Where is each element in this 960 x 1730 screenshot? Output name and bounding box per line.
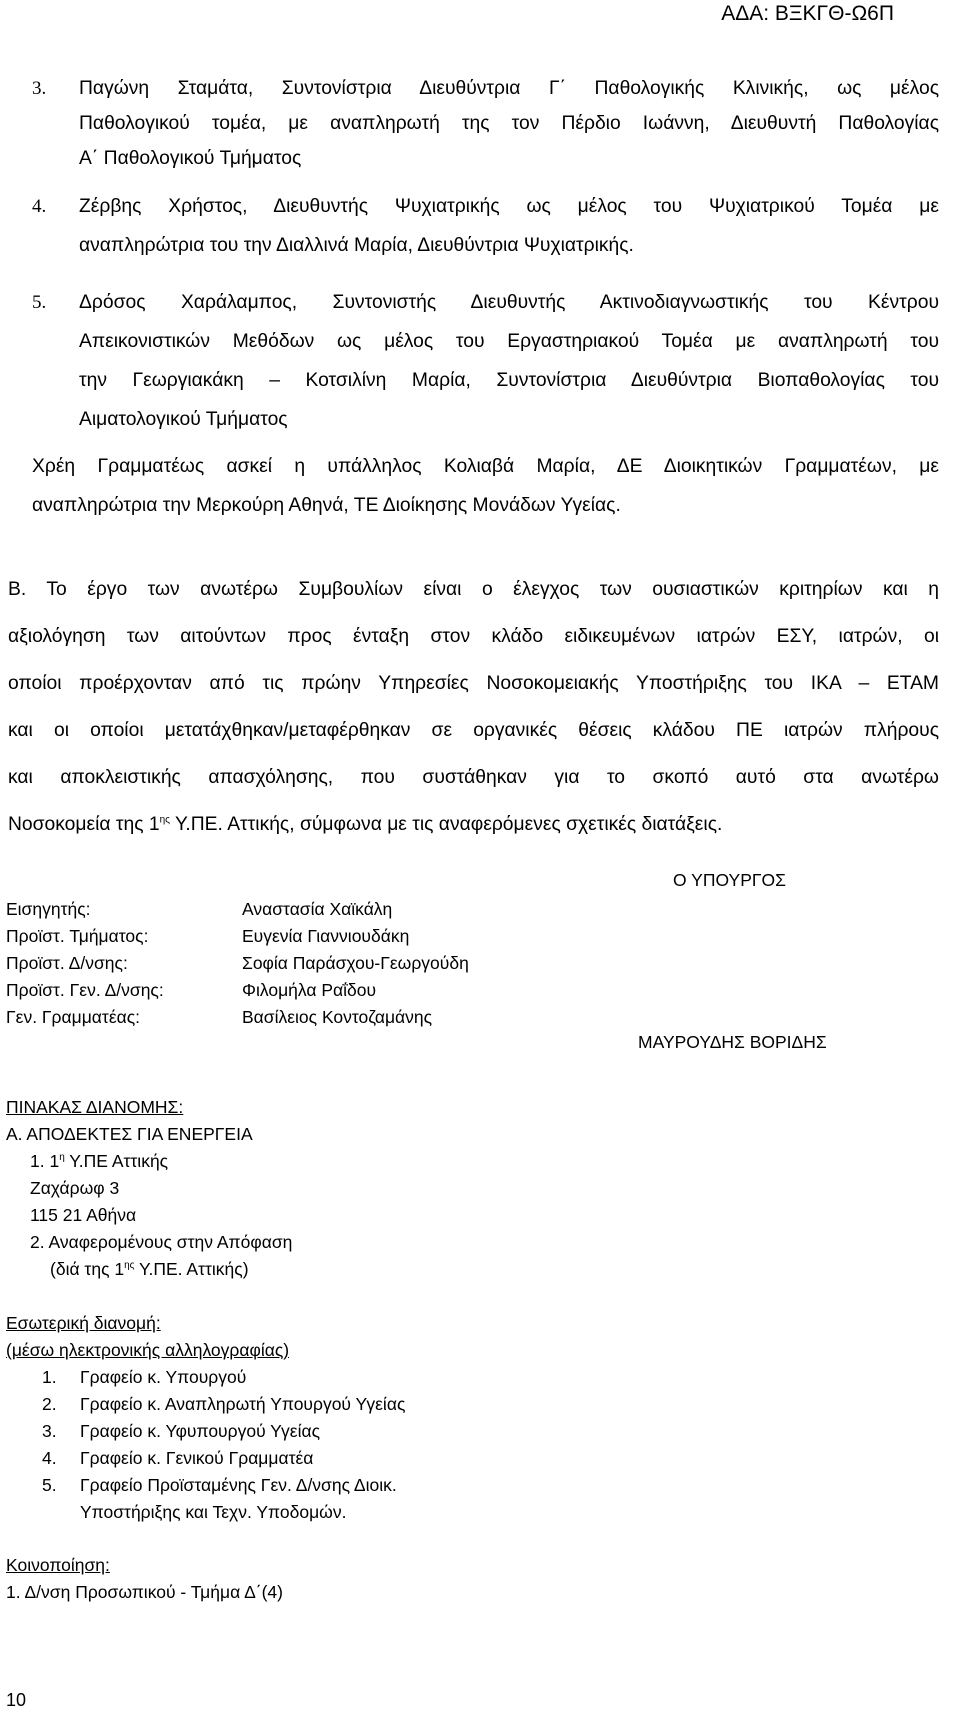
secretary-line-1: Χρέη Γραμματέως ασκεί η υπάλληλος Κολιαβά Μαρία, ΔΕ Διοικητικών Γραμματέων, με	[32, 456, 939, 477]
section-b-line-1: Β. Το έργο των ανωτέρω Συμβουλίων είναι ο έλεγχος των ουσιαστικών κριτηρίων και η	[8, 579, 939, 600]
list-number: 3.	[32, 78, 47, 99]
internal-recipient: Γραφείο Προϊσταμένης Γεν. Δ/νσης Διοικ.	[80, 1475, 397, 1495]
internal-recipient: Γραφείο κ. Γενικού Γραμματέα	[80, 1448, 314, 1468]
recipient-1: 1. $1^\eta$ Υ.ΠΕ Αττικής	[30, 1151, 169, 1171]
section-b-line-4: και οι οποίοι μετατάχθηκαν/μεταφέρθηκαν σε οργανικές θέσεις κλάδου ΠΕ ιατρών πλήρους	[8, 720, 939, 741]
recipient-1-address-street: Ζαχάρωφ 3	[30, 1178, 120, 1198]
notification-item: 1. Δ/νση Προσωπικού - Τμήμα Δ΄(4)	[6, 1582, 283, 1602]
internal-recipient-continuation: Υποστήριξης και Τεχν. Υποδομών.	[80, 1502, 347, 1522]
ada-code: ΑΔΑ: ΒΞΚΓΘ-Ω6Π	[721, 2, 894, 25]
member-5-line-4: Αιματολογικού Τμήματος	[79, 409, 288, 430]
internal-distribution-title: Εσωτερική διανομή:	[6, 1313, 161, 1333]
section-b-line-5: και αποκλειστικής απασχόλησης, που συστάθηκαν για το σκοπό αυτό στα ανωτέρω	[8, 767, 939, 788]
role-label: Προϊστ. Τμήματος:	[6, 926, 149, 946]
role-label: Προϊστ. Δ/νσης:	[6, 953, 128, 973]
role-label: Γεν. Γραμματέας:	[6, 1007, 141, 1027]
member-3-line-2: Παθολογικού τομέα, με αναπληρωτή της τον Πέρδιο Ιωάννη, Διευθυντή Παθολογίας	[79, 113, 939, 134]
role-name: Αναστασία Χαϊκάλη	[242, 899, 393, 919]
minister-title: Ο ΥΠΟΥΡΓΟΣ	[673, 870, 786, 890]
member-3-line-3: Α΄ Παθολογικού Τμήματος	[79, 148, 302, 169]
list-number: 3.	[42, 1421, 57, 1441]
internal-distribution-subtitle: (μέσω ηλεκτρονικής αλληλογραφίας)	[6, 1340, 290, 1360]
distribution-title: ΠΙΝΑΚΑΣ ΔΙΑΝΟΜΗΣ:	[6, 1097, 184, 1117]
list-number: 1.	[42, 1367, 57, 1387]
minister-name: ΜΑΥΡΟΥΔΗΣ ΒΟΡΙΔΗΣ	[638, 1032, 827, 1052]
notification-title: Κοινοποίηση:	[6, 1555, 110, 1575]
list-number: 4.	[42, 1448, 57, 1468]
role-name: Βασίλειος Κοντοζαμάνης	[242, 1007, 433, 1027]
recipient-1-address-city: 115 21 Αθήνα	[30, 1205, 137, 1225]
internal-recipient: Γραφείο κ. Υπουργού	[80, 1367, 247, 1387]
member-5-line-3: την Γεωργιακάκη – Κοτσιλίνη Μαρία, Συντονίστρια Διευθύντρια Βιοπαθολογίας του	[79, 370, 939, 391]
section-b-line-2: αξιολόγηση των αιτούντων προς ένταξη στον κλάδο ειδικευμένων ιατρών ΕΣΥ, ιατρών, οι	[8, 626, 939, 647]
secretary-line-2: αναπληρώτρια την Μερκούρη Αθηνά, ΤΕ Διοίκησης Μονάδων Υγείας.	[32, 495, 621, 516]
role-label: Προϊστ. Γεν. Δ/νσης:	[6, 980, 164, 1000]
list-number: 5.	[32, 292, 47, 313]
role-name: Ευγενία Γιαννιουδάκη	[242, 926, 410, 946]
role-name: Φιλομήλα Ραΐδου	[242, 980, 377, 1000]
section-b-line-3: οποίοι προέρχονταν από τις πρώην Υπηρεσίες Νοσοκομειακής Υποστήριξης του ΙΚΑ – ΕΤΑΜ	[8, 673, 939, 694]
list-number: 4.	[32, 196, 47, 217]
internal-recipient: Γραφείο κ. Υφυπουργού Υγείας	[80, 1421, 321, 1441]
recipients-action-title: Α. ΑΠΟΔΕΚΤΕΣ ΓΙΑ ΕΝΕΡΓΕΙΑ	[6, 1124, 253, 1144]
internal-recipient: Γραφείο κ. Αναπληρωτή Υπουργού Υγείας	[80, 1394, 406, 1414]
member-5-line-1: Δρόσος Χαράλαμπος, Συντονιστής Διευθυντής Ακτινοδιαγνωστικής του Κέντρου	[79, 292, 939, 313]
section-b-line-6: Νοσοκομεία της $1^{\eta\varsigma}$ Υ.ΠΕ. Αττικής, σύμφωνα με τις αναφερόμενες σχετικές διατάξεις.	[8, 814, 723, 835]
recipient-2-note: (διά της $1^{\eta\varsigma}$ Υ.ΠΕ. Αττικής)	[50, 1259, 249, 1279]
member-5-line-2: Απεικονιστικών Μεθόδων ως μέλος του Εργαστηριακού Τομέα με αναπληρωτή του	[79, 331, 939, 352]
page-number: 10	[6, 1690, 27, 1710]
recipient-2: 2. Αναφερομένους στην Απόφαση	[30, 1232, 293, 1252]
member-4-line-2: αναπληρώτρια του την Διαλλινά Μαρία, Διευθύντρια Ψυχιατρικής.	[79, 235, 634, 256]
member-4-line-1: Ζέρβης Χρήστος, Διευθυντής Ψυχιατρικής ως μέλος του Ψυχιατρικού Τομέα με	[79, 196, 939, 217]
member-3-line-1: Παγώνη Σταμάτα, Συντονίστρια Διευθύντρια Γ΄ Παθολογικής Κλινικής, ως μέλος	[79, 78, 939, 99]
list-number: 2.	[42, 1394, 57, 1414]
list-number: 5.	[42, 1475, 57, 1495]
role-name: Σοφία Παράσχου-Γεωργούδη	[242, 953, 469, 973]
role-label: Εισηγητής:	[6, 899, 91, 919]
